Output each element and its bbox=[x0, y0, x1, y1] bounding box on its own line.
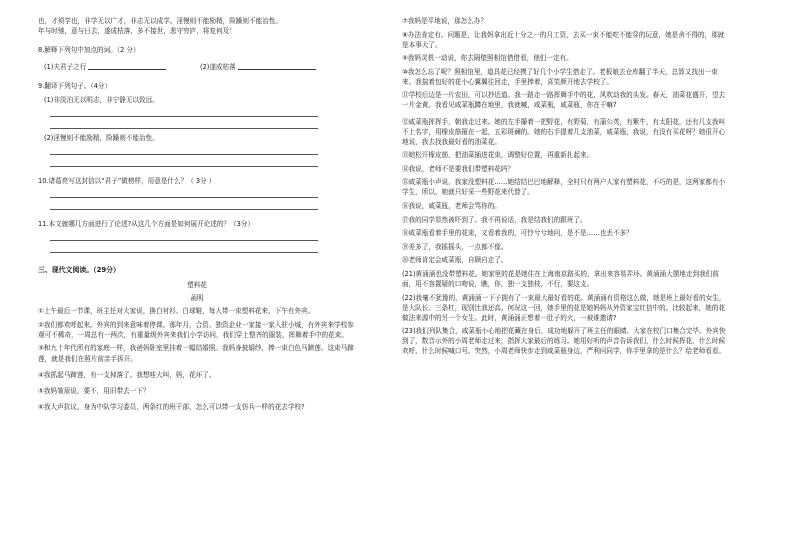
article-paragraph: ⑲差多了，我摇摇头，一点都不像。 bbox=[402, 242, 508, 251]
question-8-item-2 bbox=[200, 62, 356, 72]
article-paragraph: ⑤我妈皱眉说，要不，用旧带去一下？ bbox=[38, 386, 150, 395]
article-paragraph: ⑧办法肯定有。问题是，让我妈拿出近十分之一的月工资，去买一束不能吃不能穿的玩意，她是舍不得的，那就是本事大了。 bbox=[402, 30, 725, 49]
question-11-stem: 11.本文就哪几方面进行了论述?从这几个方面是如何展开论述的？（3分） bbox=[38, 220, 254, 229]
answer-line[interactable] bbox=[50, 241, 318, 253]
section-heading: 三、现代文阅读。（29分） bbox=[38, 266, 120, 275]
intro-line-1: 也，才须学也，非学无以广才，非志无以成学。淫慢则不能励精，险躁则不能冶性。 bbox=[38, 17, 282, 25]
question-9-sentence-1: (1)非淡泊无以明志，非宁静无以致远。 bbox=[44, 96, 159, 105]
article-paragraph: ⑥我大声抗议。身为中队学习委员，两条红的班干部，怎么可以带一支仿兵一样的花去学校? bbox=[38, 402, 305, 411]
article-title: 塑料花 bbox=[187, 280, 207, 289]
answer-blank[interactable] bbox=[88, 63, 166, 70]
answer-blank[interactable] bbox=[238, 63, 316, 70]
article-paragraph: ④我抓起马蹄莲，有一支掉落了。我想哇大叫，妈，花坏了。 bbox=[38, 370, 216, 379]
article-author: 菡明 bbox=[190, 293, 204, 302]
article-paragraph: (22)我毫不犹豫的，黄涌涌一下子拥有了一束最大最好看的花。黄涌涌有资格这么做，她是班上最好看的女生，是大队长、三条杠，现别比我还高。何况这一回，她手里的花是她妈妈从外资家宝红信中的。比较起来，她的花做法来源中的另一个女生。此时，黄涌涌正想着一肚子的火，一被谁邀请? bbox=[402, 293, 726, 322]
article-paragraph: ①上午最后一节课，班主任对大家说，换白衬衫、白球鞋，每人带一束塑料花来，下午有外宾。 bbox=[38, 307, 315, 316]
question-8-item-1-label: (1)夫君子之行 bbox=[44, 63, 87, 72]
article-paragraph: ⑦我妈是平地说，那怎么办？ bbox=[402, 17, 488, 25]
question-8-item-2-label: (2)遂成枯落 bbox=[200, 63, 236, 72]
article-paragraph: ⑱咸菜瓶看着手里的花束，又看着我的，可怜兮兮地问，是不是……也丢不多？ bbox=[402, 229, 633, 238]
right-column bbox=[402, 16, 728, 356]
question-8-item-1 bbox=[44, 62, 200, 72]
answer-line[interactable] bbox=[50, 117, 318, 129]
article-paragraph: (21)黄涌涌也没带塑料花。她家里的花是她住在上海南京路买的，拿出来容易弄坏。黄涌涌大摆地走到我们前面，用不容置疑的口吻说，瞧，你，独一支独枝，不行，要这支。 bbox=[402, 270, 719, 289]
article-paragraph: ②我们都欢呼起来。外宾的到来意味着停课。那年月，合资、独资企业一家接一家入驻小城，有外宾来学校参观可不稀奇，一周总有一两次，有重量级外宾来我们小学访问，我们穿上整齐的服装，挥舞着手中的花束。 bbox=[38, 320, 354, 339]
question-9-stem: 9.翻译下列句子。（4分） bbox=[38, 82, 112, 91]
article-paragraph: ⑪学校后边是一片农田，可以抄近道。我一路走一路挥舞手中的花，风吹动我的头发。春天，油菜花盛开，望去一片金黄。我看见咸菜瓶蹲在地里，我就喊，咸菜瓶，咸菜瓶，你在干嘛? bbox=[402, 91, 726, 110]
article-paragraph: ⑬她松开橡皮筋，把油菜插进花束，调整好位置，再重新扎起来。 bbox=[402, 151, 594, 160]
article-paragraph: ③和九十年代所有的家庭一样，我爸妈卧室里挂着一幅结婚照。我妈身披婚纱，捧一束白色马蹄莲。这束马蹄莲，就是我们在照片前亲手拆开。 bbox=[38, 344, 354, 363]
question-10-stem: 10.诸葛亮写这封信以“君子”做榜样，用意是什么？（ 3分 ） bbox=[38, 177, 216, 186]
article-paragraph: ⑩我怎么忘了呢？照相馆里，道具花已经摸了好几个小学生借走了。老板娘去仓库翻了半天，总算又找出一束来。我揣着包好的花小心翼翼往回走，手里捧着，喜笑颜开地去学校了。 bbox=[402, 67, 718, 86]
article-paragraph: (23)我们列队集合，咸菜瓶小心地把花藏在身后，成功地躲开了班主任的眼睛。大家在校门口集合完毕。外宾快到了，数音示外的小周老师走过来，指挥大家最后的练习。她用好听的声音告诉我们，什么时候挥花，什么时候欢呼，什么时候喊口号。突然，小周老师快步走到咸菜瓶身边，严利问同学，你手里拿的是什么？给老师看看。 bbox=[402, 327, 726, 356]
answer-line[interactable] bbox=[50, 105, 318, 117]
question-8-items bbox=[38, 62, 356, 72]
left-column bbox=[38, 16, 356, 412]
article-paragraph: ⑨我妈灵机一动说，你去隔壁照相馆借借看，他们一定有。 bbox=[402, 54, 573, 63]
question-9-sentence-2: (2)淫慢则不能励精，险躁则不能冶性。 bbox=[44, 134, 159, 143]
intro-line-2: 年与时驰，意与日去，遂成枯落，多不接世，悲守穷庐，将复何及！ bbox=[38, 27, 236, 36]
article-paragraph: ⑮咸菜瓶小声说，我家没塑料花……她结结巴巴地解释，全村只有两户人家有塑料花，不巧的是，这两家都有小学生，所以，她就只好采一些野花来代替了。 bbox=[402, 178, 726, 197]
article-paragraph: ⑫咸菜瓶挥挥手，朝我走过来。她的左手攥着一把野花，有野菊，有蒲公英，有紫牛，有太阳花，还有几支我叫不上名字，用橡皮筋箍在一起，五彩斑斓的。她的右手提着几支油菜，咸菜瓶，我说，有没有买花呀？她很开心地说，我去找我最好看的油菜花。 bbox=[402, 117, 726, 146]
answer-line[interactable] bbox=[50, 155, 318, 167]
article-paragraph: ⑯我说，咸菜瓶，老师会骂你的。 bbox=[402, 201, 501, 210]
answer-line[interactable] bbox=[50, 229, 318, 241]
answer-line[interactable] bbox=[50, 198, 318, 210]
answer-line[interactable] bbox=[50, 186, 318, 198]
article-paragraph: ⑭我说，老师不是要我们带塑料花吗？ bbox=[402, 164, 515, 173]
answer-line[interactable] bbox=[50, 143, 318, 155]
article-paragraph: ⑰我的同学显然被吓到了。我不再说话，我是结我们的跟班了。 bbox=[402, 215, 587, 224]
question-8-stem: 8.解释下列句中加点的词。（2 分） bbox=[38, 46, 140, 55]
article-paragraph: ⑳老师肯定会咸菜瓶，自顾自走了。 bbox=[402, 256, 508, 265]
